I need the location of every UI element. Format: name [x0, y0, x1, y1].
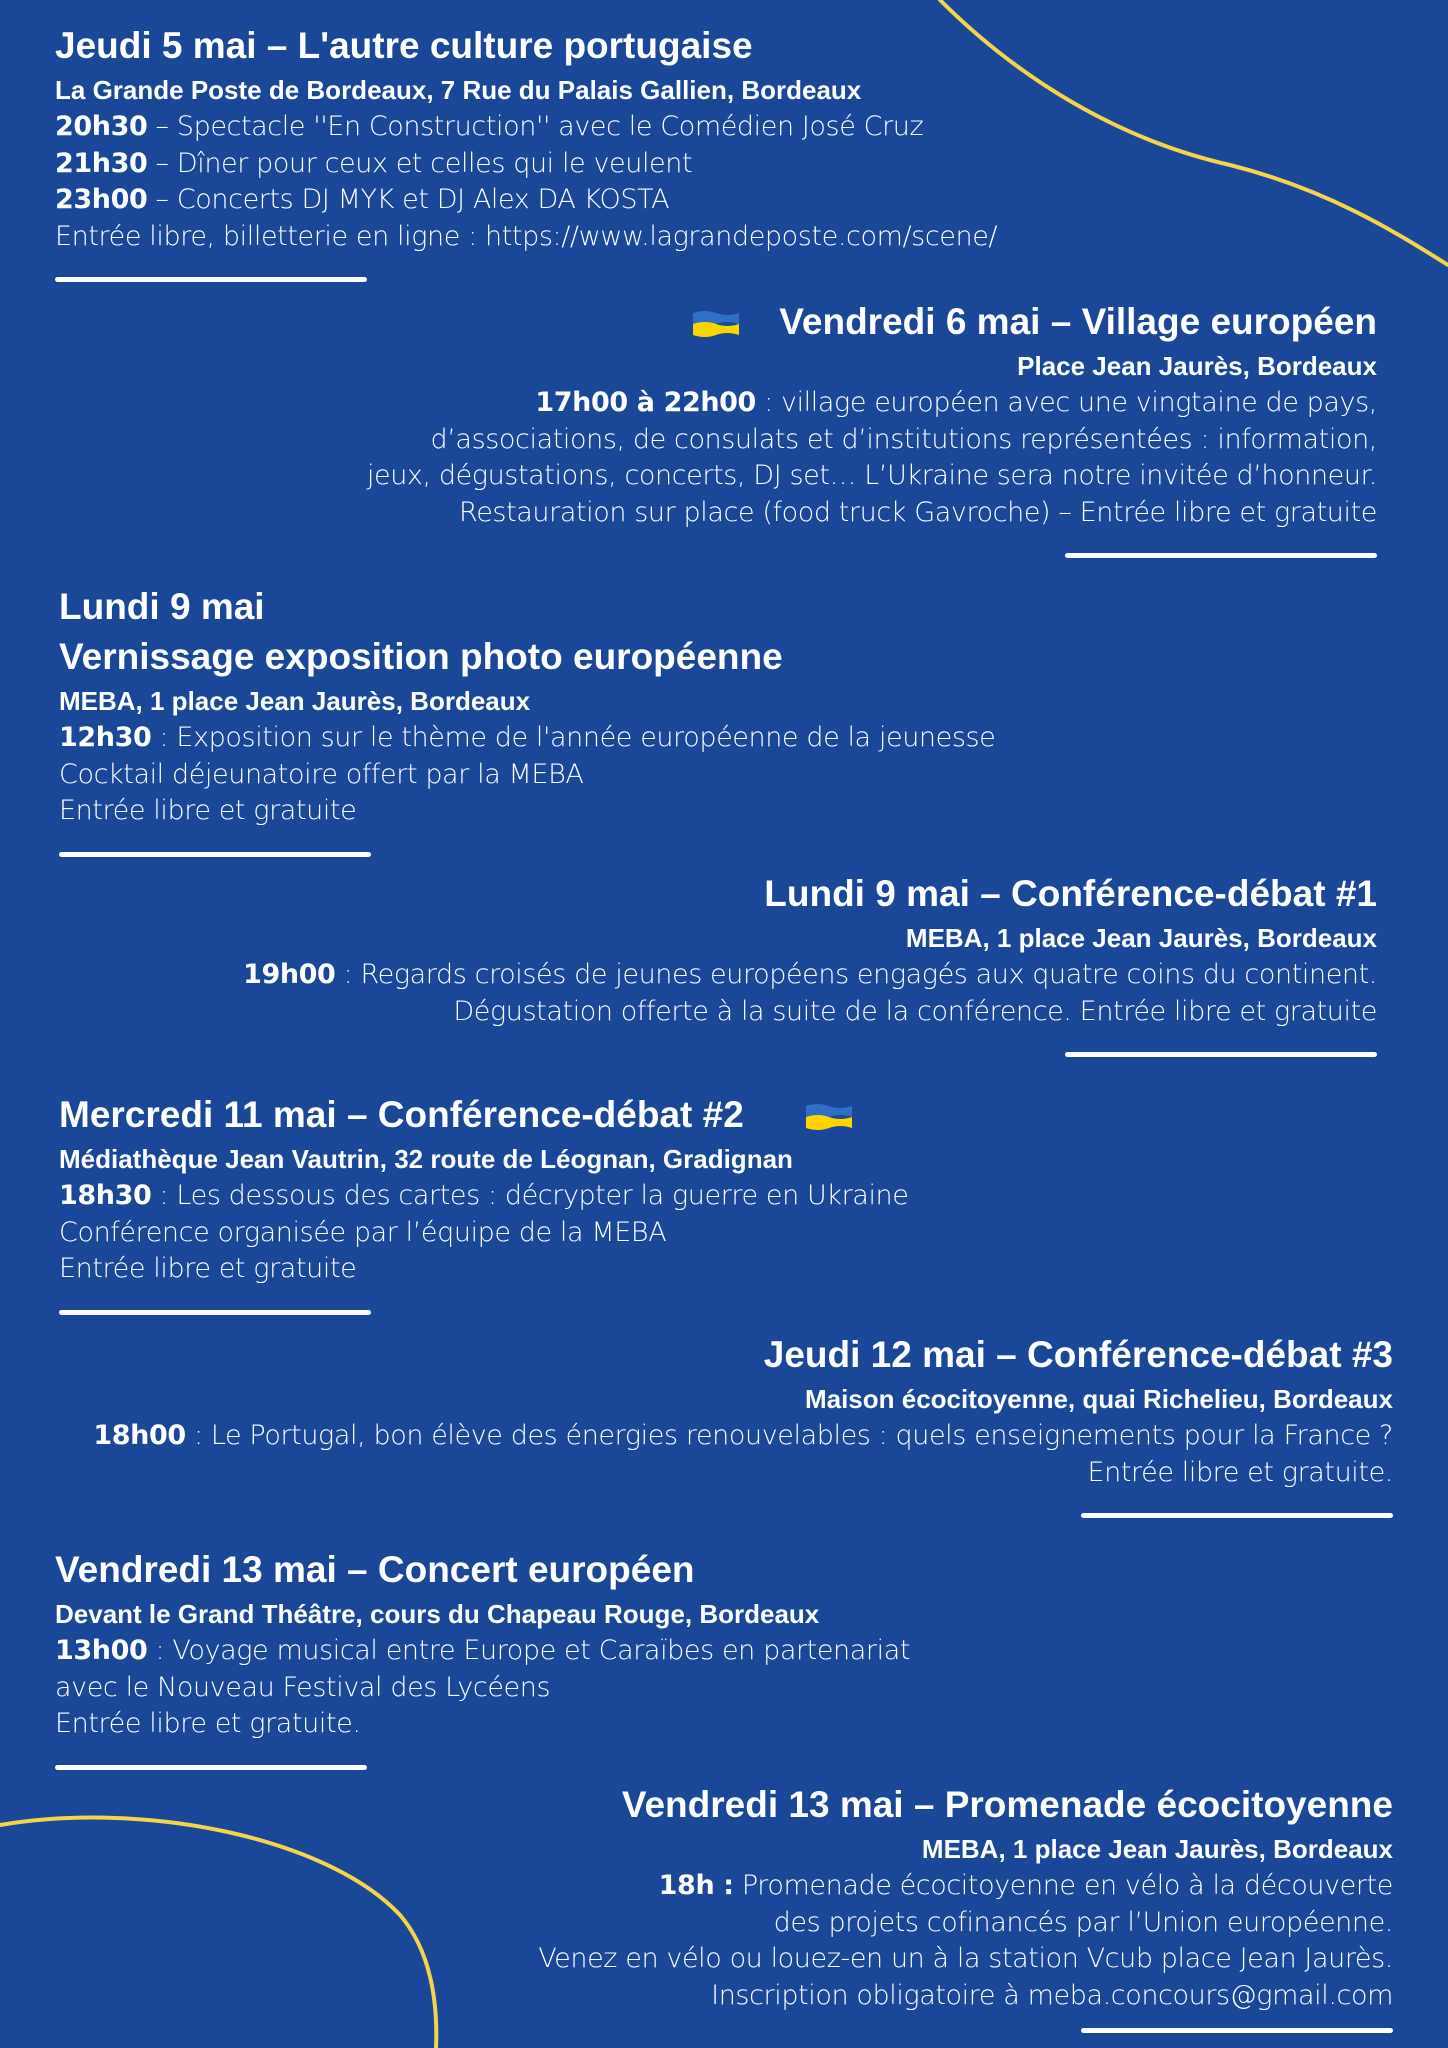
- event-line-text: : Les dessous des cartes : décrypter la guerre en Ukraine: [151, 1180, 909, 1211]
- event-time: 13h00: [55, 1635, 148, 1666]
- event-venue: MEBA, 1 place Jean Jaurès, Bordeaux: [921, 1834, 1393, 1864]
- event-time: 17h00 à 22h00: [535, 387, 756, 418]
- event-time: 23h00: [55, 184, 148, 215]
- event-venue: Maison écocitoyenne, quai Richelieu, Bordeaux: [804, 1384, 1393, 1414]
- event-line: d’associations, de consulats et d’institutions représentées : information,: [430, 423, 1377, 455]
- top-right-yellow-curve: [940, 0, 1448, 265]
- event-block: [55, 1545, 910, 1770]
- event-line-text: – Spectacle ''En Construction'' avec le Comédien José Cruz: [147, 111, 924, 142]
- section-divider: [59, 1310, 371, 1315]
- event-line: [538, 1868, 1393, 1905]
- event-title: Lundi 9 mai – Conférence-débat #1: [764, 873, 1377, 914]
- event-time: 18h00: [93, 1420, 186, 1451]
- event-venue: Devant le Grand Théâtre, cours du Chapeau Rouge, Bordeaux: [55, 1599, 820, 1629]
- event-line: Restauration sur place (food truck Gavroche) – Entrée libre et gratuite: [459, 496, 1377, 528]
- event-line: Entrée libre et gratuite.: [1087, 1456, 1393, 1488]
- event-block: [367, 297, 1377, 558]
- event-line: Venez en vélo ou louez-en un à la station Vcub place Jean Jaurès.: [538, 1943, 1393, 1974]
- event-line: Dégustation offerte à la suite de la conférence. Entrée libre et gratuite: [453, 995, 1377, 1027]
- event-venue: Médiathèque Jean Vautrin, 32 route de Léognan, Gradignan: [59, 1144, 793, 1174]
- event-time: 20h30: [55, 111, 148, 142]
- event-venue: Place Jean Jaurès, Bordeaux: [1017, 351, 1377, 381]
- event-time: 21h30: [55, 147, 148, 179]
- event-title: Vernissage exposition photo européenne: [59, 636, 783, 677]
- event-time: 18h30: [59, 1180, 152, 1211]
- event-block: [538, 1780, 1393, 2033]
- event-line-text: : Exposition sur le thème de l'année européenne de la jeunesse: [151, 722, 996, 753]
- event-line-text: : village européen avec une vingtaine de pays,: [755, 387, 1377, 418]
- ticketing-line: Entrée libre, billetterie en ligne : https://www.lagrandeposte.com/scene/: [55, 220, 998, 252]
- event-time: 18h :: [658, 1870, 734, 1901]
- event-line: Entrée libre et gratuite.: [55, 1708, 361, 1739]
- event-line-text: Promenade écocitoyenne en vélo à la découverte: [733, 1870, 1393, 1901]
- event-block: [243, 869, 1377, 1057]
- event-line-text: – Dîner pour ceux et celles qui le veulent: [147, 147, 693, 179]
- event-line: [243, 957, 1377, 994]
- section-divider: [59, 852, 371, 857]
- event-line-text: – Concerts DJ MYK et DJ Alex DA KOSTA: [147, 184, 670, 215]
- event-line: jeux, dégustations, concerts, DJ set… L’Ukraine sera notre invitée d’honneur.: [366, 460, 1377, 491]
- event-line: Conférence organisée par l’équipe de la MEBA: [59, 1216, 667, 1248]
- section-divider: [1065, 553, 1377, 558]
- section-divider: [1065, 1052, 1377, 1057]
- event-title: Jeudi 5 mai – L'autre culture portugaise: [55, 25, 753, 66]
- event-line: des projets cofinancés par l’Union européenne.: [773, 1906, 1393, 1938]
- event-line-text: : Regards croisés de jeunes européens engagés aux quatre coins du continent.: [335, 959, 1377, 990]
- event-line: [59, 1178, 908, 1215]
- event-line: [55, 109, 997, 146]
- event-line: [93, 1418, 1393, 1455]
- event-line: [59, 720, 995, 757]
- event-line: [55, 1633, 910, 1670]
- bottom-left-yellow-curve: [0, 1818, 436, 2048]
- event-line: [55, 146, 997, 183]
- event-line-text: : Voyage musical entre Europe et Caraïbes en partenariat: [147, 1635, 911, 1666]
- event-line: Inscription obligatoire à meba.concours@gmail.com: [711, 1979, 1393, 2011]
- event-line: Entrée libre et gratuite: [59, 1253, 357, 1284]
- event-block: [55, 21, 997, 282]
- event-title-row: [367, 297, 1377, 347]
- section-divider: [1081, 2028, 1393, 2033]
- event-line: Cocktail déjeunatoire offert par la MEBA: [59, 758, 584, 790]
- event-block: [59, 1090, 908, 1315]
- event-line: [55, 182, 997, 219]
- event-title: Vendredi 13 mai – Concert européen: [55, 1549, 695, 1590]
- section-divider: [55, 1765, 367, 1770]
- event-line: Entrée libre et gratuite: [59, 795, 357, 826]
- event-venue: La Grande Poste de Bordeaux, 7 Rue du Palais Gallien, Bordeaux: [55, 75, 862, 105]
- event-block: [93, 1330, 1393, 1518]
- event-line-text: : Le Portugal, bon élève des énergies renouvelables : quels enseignements pour la France ?: [185, 1420, 1393, 1451]
- event-time: 12h30: [59, 722, 152, 753]
- event-title: Vendredi 6 mai – Village européen: [779, 301, 1377, 342]
- event-line: avec le Nouveau Festival des Lycéens: [55, 1671, 551, 1703]
- event-line: [367, 385, 1377, 422]
- event-title: Mercredi 11 mai – Conférence-débat #2: [59, 1094, 744, 1135]
- event-block: [59, 582, 995, 857]
- section-divider: [1081, 1513, 1393, 1518]
- event-title-row: [59, 1090, 908, 1140]
- event-time: 19h00: [243, 959, 336, 990]
- section-divider: [55, 277, 367, 282]
- event-venue: MEBA, 1 place Jean Jaurès, Bordeaux: [59, 686, 531, 716]
- event-venue: MEBA, 1 place Jean Jaurès, Bordeaux: [905, 923, 1377, 953]
- event-title: Vendredi 13 mai – Promenade écocitoyenne: [621, 1784, 1393, 1825]
- ukraine-flag-icon: [691, 307, 741, 341]
- event-title-day: Lundi 9 mai: [59, 586, 265, 627]
- ukraine-flag-icon: [804, 1100, 854, 1134]
- event-title: Jeudi 12 mai – Conférence-débat #3: [763, 1334, 1393, 1375]
